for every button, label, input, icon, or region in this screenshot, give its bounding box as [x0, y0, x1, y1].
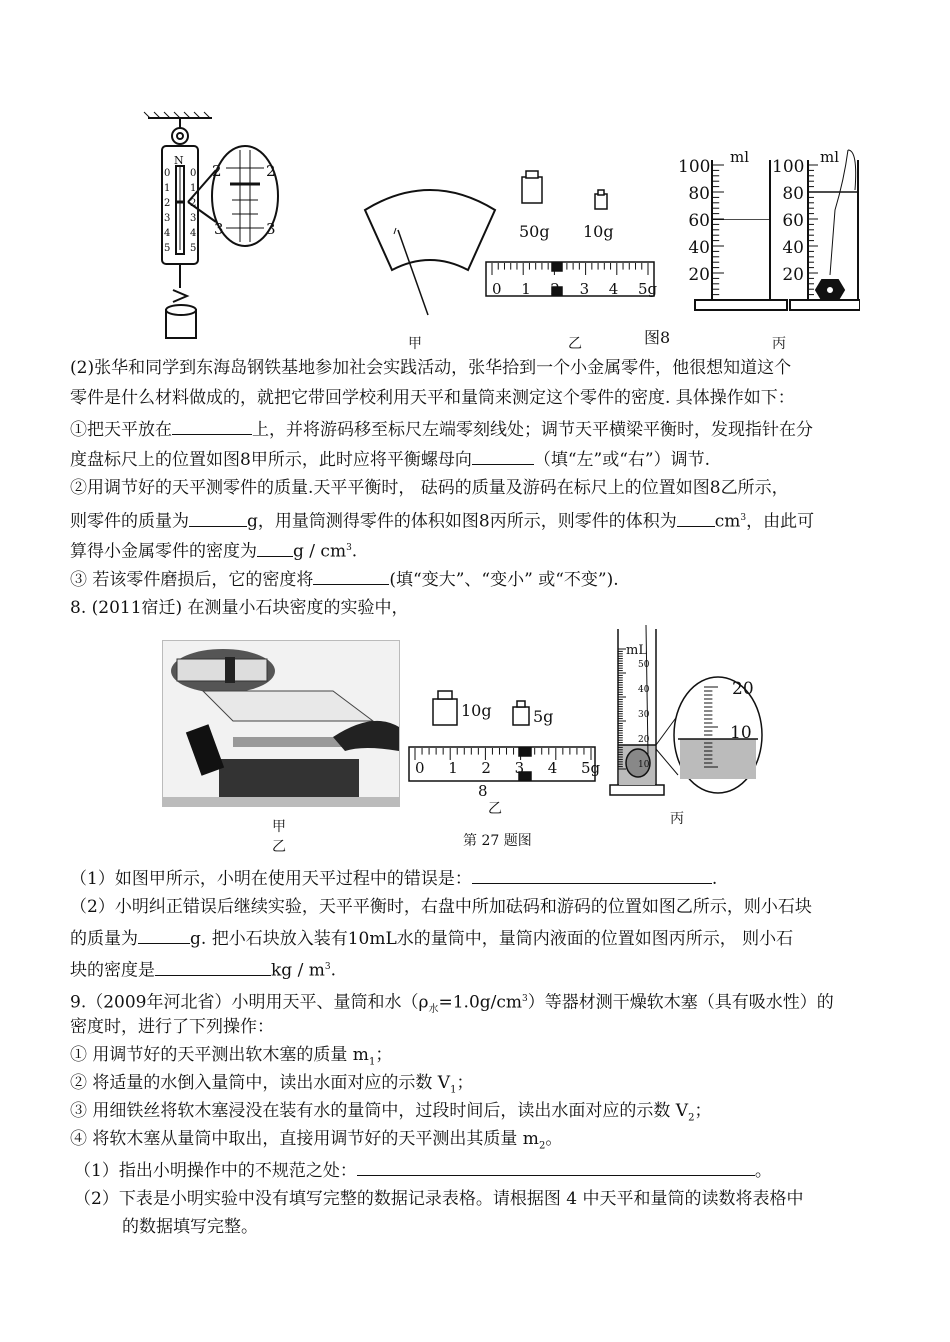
ruler-labels	[486, 280, 656, 300]
q9-step1	[70, 1044, 392, 1073]
q9-rho-subscript: 水	[428, 1004, 439, 1016]
ruler-label: 4	[547, 759, 558, 777]
cylinder-label: 2	[164, 198, 171, 209]
q9-step3-sub: 2	[688, 1112, 695, 1124]
q9-step3-text: ③ 用细铁丝将软木塞浸没在装有水的量筒中，过段时间后，读出水面对应的示数 V	[70, 1101, 689, 1121]
rider-ruler	[486, 171, 654, 296]
ruler-label: 2	[550, 280, 560, 298]
spring-scale-ticks-right	[190, 166, 196, 256]
q8-sub1-end: .	[711, 869, 718, 889]
fig8-label-yi: 乙	[568, 336, 582, 352]
q9-step4	[70, 1128, 562, 1157]
q8-weight-10g-label: 10g	[461, 701, 492, 720]
q7-2-line6-start: 则零件的质量为	[70, 511, 189, 532]
q8-zoom-tick-10: 10	[730, 723, 752, 743]
weight-10g-label: 10g	[583, 222, 614, 241]
q9-sub2-line1: （2）下表是小明实验中没有填写完整的数据记录表格。请根据图 4 中天平和量筒的读数将表格中	[74, 1189, 804, 1209]
answer-blank-density[interactable]	[257, 539, 293, 557]
q7-2-line4-end: （填“左”或“右”）调节.	[533, 450, 710, 470]
q9-step2-sub: 1	[450, 1084, 457, 1096]
spring-scale	[144, 112, 212, 338]
ruler-ticks	[492, 263, 648, 275]
cylinder-label: 40	[638, 685, 650, 695]
cylinder-label: 0	[164, 168, 171, 179]
q9-line1-sup: 3	[522, 994, 528, 1004]
weight-50g-label: 50g	[519, 222, 550, 241]
cylinder-label: 4	[190, 228, 197, 239]
answer-blank-direction[interactable]	[472, 447, 534, 465]
q7-2-line7-start: 算得小金属零件的密度为	[70, 541, 257, 562]
cylinder-label: 1	[164, 183, 171, 194]
ruler-label: 5g	[581, 759, 601, 777]
q9-sub1-text: （1）指出小明操作中的不规范之处：	[74, 1161, 357, 1181]
q9-step3	[70, 1100, 711, 1129]
cylinder-label: 80	[688, 184, 710, 204]
q8-sub2-line3-start: 块的密度是	[70, 960, 155, 981]
answer-blank-volume[interactable]	[677, 509, 715, 527]
zoom-tick-3-left: 3	[214, 220, 224, 238]
zoom-tick-2-left: 2	[212, 162, 222, 180]
q7-2-line7-unit: g / cm	[293, 541, 347, 562]
cylinder-label: 60	[688, 211, 710, 231]
q7-2-line4	[70, 447, 710, 471]
q8-title: 8. (2011宿迁) 在测量小石块密度的实验中，	[70, 598, 409, 618]
q7-2-line6-mid: g，用量筒测得零件的体积如图8丙所示，则零件的体积为	[247, 511, 677, 532]
cylinder-label: 100	[678, 157, 711, 177]
q9-step3-end: ；	[694, 1101, 712, 1121]
q9-sub1	[74, 1158, 772, 1182]
cylinder-label: 1	[190, 183, 197, 194]
q9-step2	[70, 1072, 473, 1101]
q8-cylinder-unit: mL	[626, 643, 647, 658]
figure-8	[140, 110, 860, 355]
cylinder-label: 10	[638, 760, 650, 770]
q7-2-line8	[70, 567, 619, 591]
ruler-label: 0	[415, 759, 425, 777]
q9-step4-end: 。	[545, 1129, 563, 1149]
q8-sub2-line2-start: 的质量为	[70, 929, 138, 949]
q9-line1-start: 9.（2009年河北省）小明用天平、量筒和水（ρ	[70, 992, 429, 1013]
balance-photo-drawing	[163, 641, 399, 806]
answer-blank-stone-density[interactable]	[155, 958, 271, 976]
answer-blank-balance-error[interactable]	[472, 866, 712, 884]
q8-sub1	[70, 866, 717, 890]
q9-step2-end: ；	[456, 1073, 474, 1093]
ruler-label: 2	[481, 759, 491, 777]
q7-2-line5: ②用调节好的天平测零件的质量.天平平衡时， 砝码的质量及游码在标尺上的位置如图8乙所示，	[70, 478, 789, 498]
q7-2-line3	[70, 417, 813, 441]
q7-2-line7	[70, 537, 357, 563]
balance-dial	[365, 190, 495, 315]
answer-blank-table-surface[interactable]	[172, 417, 252, 435]
q9-sub2-line2: 的数据填写完整。	[122, 1217, 258, 1237]
q8-sub2-line3-end: .	[330, 960, 336, 981]
q8-sub2-unit-sup: 3	[324, 962, 331, 972]
q8-sub2-unit: kg / m	[271, 960, 325, 981]
ruler-label: 3	[514, 759, 525, 777]
q8-fig-label-bing: 丙	[670, 811, 684, 827]
cylinder-label: 5	[164, 243, 171, 254]
cylinder-label: 30	[638, 710, 650, 720]
spring-scale-letter: N	[174, 154, 184, 167]
q8-cylinder-labels	[638, 653, 649, 778]
cylinder-labels-left	[678, 154, 710, 289]
q9-line1-density: =1.0g/cm	[438, 992, 523, 1013]
q8-weight-5g-label: 5g	[533, 707, 554, 726]
q7-2-line4-start: 度盘标尺上的位置如图8甲所示，此时应将平衡螺母向	[70, 450, 472, 470]
cylinder-label: 0	[190, 168, 197, 179]
q8-cylinder	[608, 625, 788, 805]
q8-fig-label-jia: 甲	[272, 819, 286, 835]
cylinder-label: 40	[688, 238, 710, 258]
q8-ruler-under: 8	[478, 782, 488, 800]
q7-2-line2: 零件是什么材料做成的，就把它带回学校利用天平和量筒来测定这个零件的密度. 具体操作如下：	[70, 388, 795, 408]
zoom-tick-2-right: 2	[266, 162, 276, 180]
q8-weights-ruler	[405, 685, 605, 805]
q8-fig-label-yi-under-photo: 乙	[272, 839, 286, 855]
cylinder-label: 80	[782, 184, 804, 204]
q7-2-line3-start: ①把天平放在	[70, 420, 172, 440]
q7-2-line3-end: 上，并将游码移至标尺左端零刻线处；调节天平横梁平衡时，发现指针在分	[252, 420, 813, 440]
cylinder-label: 20	[638, 735, 650, 745]
cylinder-label: 5	[190, 243, 197, 254]
cylinder-unit-right: ml	[820, 148, 840, 166]
q9-step4-sub: 2	[538, 1140, 546, 1152]
ruler-label: 0	[492, 280, 502, 298]
answer-blank-density-change[interactable]	[313, 567, 389, 585]
q8-sub2-line1: （2）小明纠正错误后继续实验，天平平衡时，右盘中所加砝码和游码的位置如图乙所示，则小石块	[70, 897, 812, 917]
q9-sub1-end: 。	[754, 1161, 772, 1181]
cylinder-label: 4	[164, 228, 171, 239]
cylinder-unit-left: ml	[730, 148, 750, 166]
q9-line2: 密度时，进行了下列操作：	[70, 1017, 274, 1037]
q7-2-line7-end: .	[351, 541, 358, 562]
q9-line1-end: ）等器材测干燥软木塞（具有吸水性）的	[527, 992, 834, 1013]
q9-step2-text: ② 将适量的水倒入量筒中，读出水面对应的示数 V	[70, 1073, 451, 1093]
q8-sub1-text: （1）如图甲所示，小明在使用天平过程中的错误是：	[70, 869, 472, 889]
fig8-label-bing: 丙	[772, 336, 786, 352]
q8-sub2-line2	[70, 926, 793, 950]
cylinder-label: 100	[772, 157, 805, 177]
ruler-label: 3	[579, 280, 590, 298]
cylinder-labels-right	[772, 154, 804, 289]
q7-2-line6	[70, 507, 814, 533]
cylinder-label: 40	[782, 238, 804, 258]
q8-sub2-line3	[70, 956, 336, 982]
q8-ruler-labels	[409, 759, 599, 779]
q8-sub2-line2-end: g. 把小石块放入装有10mL水的量筒中，量筒内液面的位置如图丙所示， 则小石	[190, 929, 794, 949]
answer-blank-mass[interactable]	[189, 509, 247, 527]
q8-fig-label-yi: 乙	[488, 801, 502, 817]
q7-2-line8-end: (填“变大”、“变小” 或“不变”).	[389, 570, 619, 590]
answer-blank-irregular-step[interactable]	[357, 1158, 755, 1176]
q7-2-unit-cm: cm	[714, 511, 741, 532]
fig8-caption: 图8	[644, 328, 671, 347]
ruler-label: 5g	[638, 280, 658, 298]
cylinder-label: 2	[190, 198, 197, 209]
q7-2-line6-end: ，由此可	[746, 511, 815, 532]
cylinder-label: 20	[688, 265, 710, 285]
fig8-label-jia: 甲	[408, 336, 422, 352]
q7-2-line1: (2)张华和同学到东海岛钢铁基地参加社会实践活动，张华拾到一个小金属零件，他很想知道这个	[70, 358, 792, 378]
cylinder-label: 60	[782, 211, 804, 231]
q9-step1-end: ；	[375, 1045, 393, 1065]
q7-2-line7-sup: 3	[346, 543, 352, 553]
q8-fig-caption: 第 27 题图	[463, 833, 532, 849]
q9-step4-text: ④ 将软木塞从量筒中取出，直接用调节好的天平测出其质量 m	[70, 1129, 539, 1149]
answer-blank-stone-mass[interactable]	[138, 926, 190, 944]
cylinder-label: 3	[190, 213, 197, 224]
cylinder-label: 20	[782, 265, 804, 285]
q9-step1-text: ① 用调节好的天平测出软木塞的质量 m	[70, 1045, 369, 1065]
cylinder-label: 3	[164, 213, 171, 224]
ruler-label: 4	[608, 280, 619, 298]
ruler-label: 1	[521, 280, 531, 298]
q7-2-unit-sup: 3	[740, 513, 747, 523]
figure-8-drawing	[140, 110, 860, 355]
cylinder-label: 50	[638, 660, 650, 670]
q8-zoom-tick-20: 20	[732, 679, 754, 699]
spring-scale-zoom	[188, 146, 278, 246]
q8-weights-ruler-drawing	[405, 685, 605, 805]
balance-photo	[162, 640, 400, 807]
q9-step1-sub: 1	[368, 1056, 376, 1068]
spring-scale-ticks-left	[164, 166, 170, 256]
zoom-tick-3-right: 3	[266, 220, 276, 238]
ruler-label: 1	[448, 759, 458, 777]
q7-2-line8-start: ③ 若该零件磨损后，它的密度将	[70, 570, 314, 590]
